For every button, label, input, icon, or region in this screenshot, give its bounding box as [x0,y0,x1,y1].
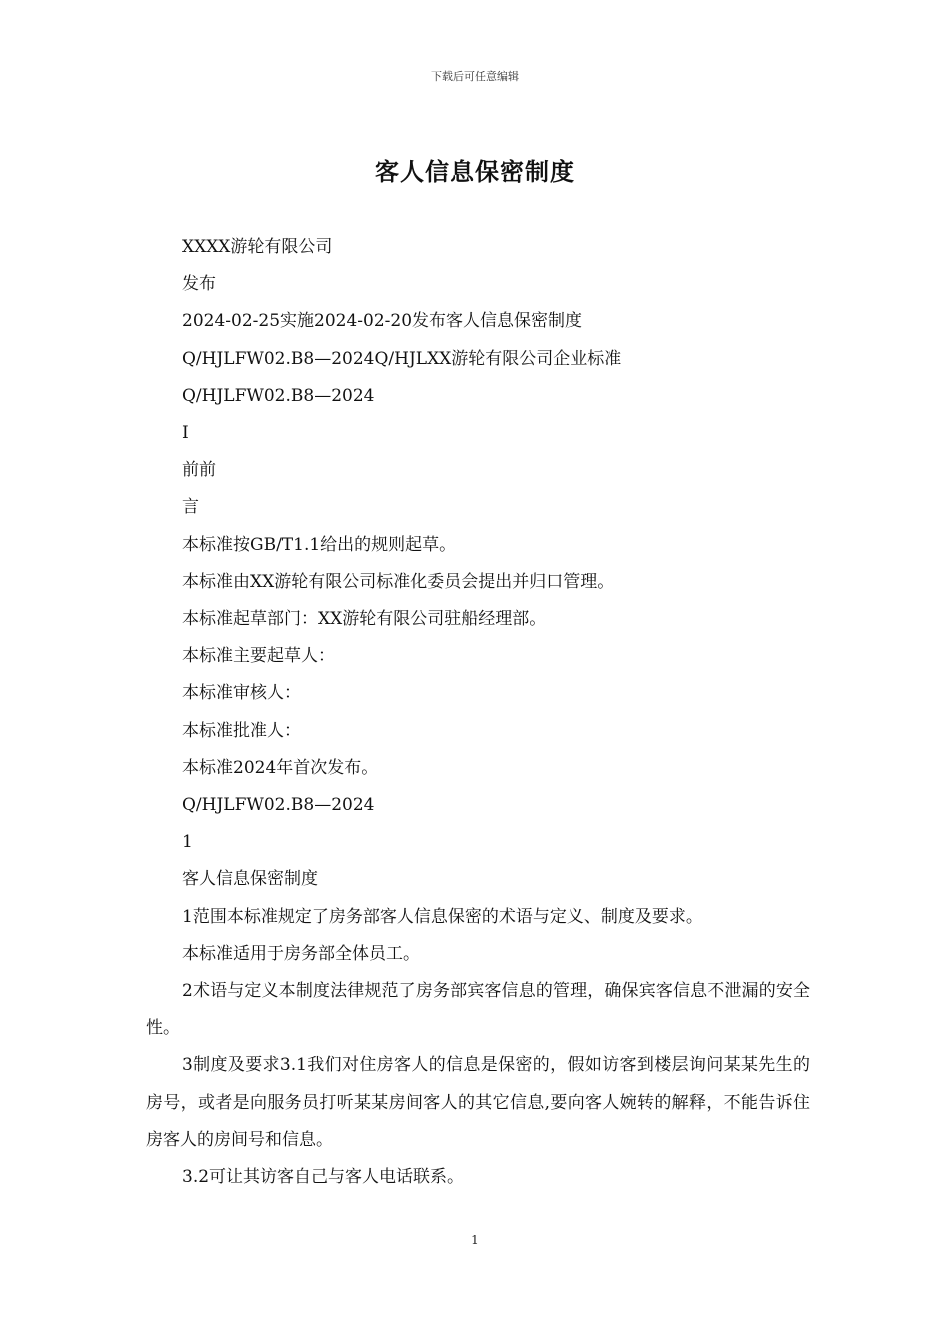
text-line: 本标准按GB/T1.1给出的规则起草。 [182,534,457,555]
text-line: 言 [182,497,199,518]
text-line: XXXX游轮有限公司 [182,237,333,257]
document-title: 客人信息保密制度 [375,157,575,186]
paragraph: 2术语与定义本制度法律规范了房务部宾客信息的管理，确保宾客信息不泄漏的安全性。 [146,981,810,1039]
text-line: 2024-02-25实施2024-02-20发布客人信息保密制度 [182,311,583,332]
text-line: 本标准批准人： [182,720,301,741]
text-line: 本标准起草部门：XX游轮有限公司驻船经理部。 [182,609,547,630]
text-line: I [182,423,189,444]
text-line: 前前 [182,460,216,481]
text-line: Q/HJLFW02.B8—2024 [182,795,375,816]
paragraph: 3制度及要求3.1我们对住房客人的信息是保密的，假如访客到楼层询问某某先生的房号，或者是向服务员打听某某房间客人的其它信息,要向客人婉转的解释，不能告诉住房客人的房间号和信息。 [146,1055,810,1150]
text-line: 客人信息保密制度 [182,869,318,890]
text-line: 1 [182,832,193,853]
text-line: 本标准适用于房务部全体员工。 [182,943,420,964]
text-line: 本标准由XX游轮有限公司标准化委员会提出并归口管理。 [182,571,615,592]
text-line: 本标准审核人： [182,683,301,704]
text-line: 1范围本标准规定了房务部客人信息保密的术语与定义、制度及要求。 [182,906,703,927]
text-line: Q/HJLFW02.B8—2024 [182,385,375,406]
document-body [146,229,810,1196]
page-number: 1 [471,1233,479,1247]
text-line: Q/HJLFW02.B8—2024Q/HJLXX游轮有限公司企业标准 [182,348,622,369]
text-line: 本标准主要起草人： [182,646,335,667]
header-note: 下载后可任意编辑 [431,70,519,83]
text-line: 本标准2024年首次发布。 [182,757,379,778]
paragraph: 3.2可让其访客自己与客人电话联系。 [182,1167,465,1188]
text-line: 发布 [182,274,216,295]
